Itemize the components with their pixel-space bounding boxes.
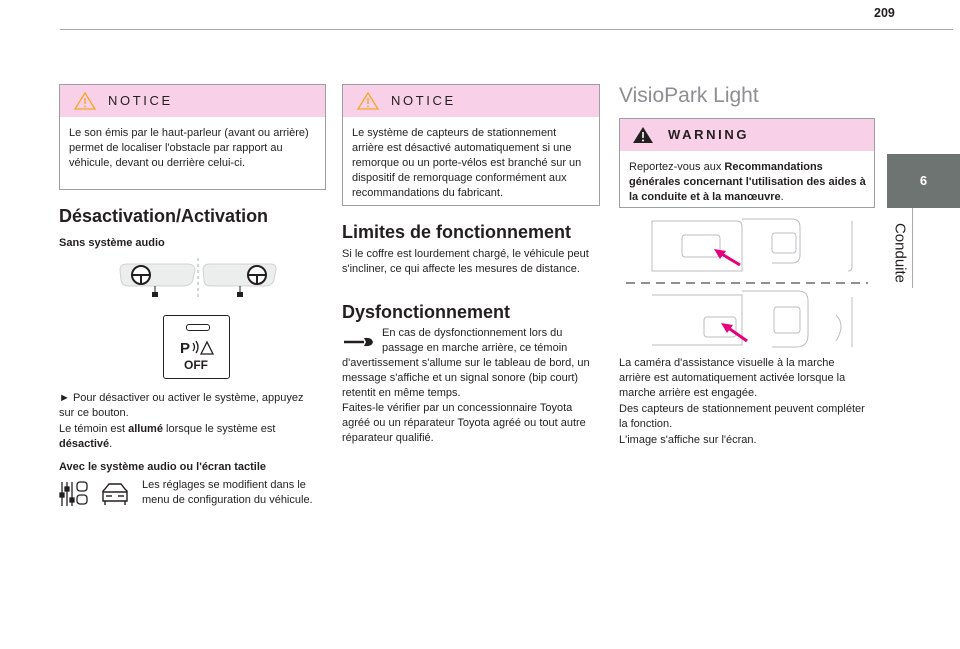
section-title-malfunction: Dysfonctionnement <box>342 302 511 322</box>
park-assist-off-button[interactable] <box>163 315 230 379</box>
chapter-tab[interactable]: 6 <box>887 154 960 208</box>
step-instruction <box>59 391 317 421</box>
svg-text:P: P <box>180 340 191 357</box>
rear-camera-illustration <box>622 215 872 353</box>
warning-triangle-icon <box>632 126 654 144</box>
page-number: 209 <box>874 6 895 20</box>
indicator-text: Le témoin est allumé lorsque le système est désactivé. <box>59 423 276 450</box>
notice-heading: NOTICE <box>108 93 173 108</box>
warning-header <box>620 119 874 151</box>
notice-box-2 <box>342 84 600 206</box>
warning-heading: WARNING <box>668 127 750 142</box>
section-title-limits: Limites de fonctionnement <box>342 222 572 242</box>
settings-sliders-icon <box>60 482 87 506</box>
subtitle-no-audio: Sans système audio <box>59 237 165 249</box>
off-label: OFF <box>184 358 208 372</box>
camera-text-1: La caméra d'assistance visuelle à la marche arrière est automatiquement activée lorsque la marche arrière est engagée. <box>619 357 846 399</box>
menu-text: Les réglages se modifient dans le menu de configuration du véhicule. <box>142 479 313 506</box>
malfunction-text: d'avertissement s'allume sur le tableau de bord, un message s'affiche et un signal sonore (bip court) retentit en même temps. <box>342 357 590 399</box>
chapter-name <box>888 208 912 298</box>
step-arrow-icon: ► <box>59 392 70 404</box>
car-icon <box>103 484 127 505</box>
dashboard-illustration <box>115 256 277 302</box>
limits-text: Si le coffre est lourdement chargé, le véhicule peut s'incliner, ce qui affecte les mesures de distance. <box>342 248 589 275</box>
settings-menu-icons <box>59 479 129 509</box>
warning-triangle-icon <box>74 92 96 110</box>
warning-triangle-icon <box>357 92 379 110</box>
camera-text-2: Des capteurs de stationnement peuvent compléter la fonction. <box>619 403 865 430</box>
malfunction-check-text: Faites-le vérifier par un concessionnaire Toyota agréé ou un réparateur Toyota agréé ou tout autre réparateur qualifié. <box>342 402 586 444</box>
camera-text-3: L'image s'affiche sur l'écran. <box>619 434 757 446</box>
subtitle-audio: Avec le système audio ou l'écran tactile <box>59 461 267 473</box>
chapter-name-label: Conduite <box>891 222 909 284</box>
warning-text: Reportez-vous aux Recommandations générales concernant l'utilisation des aides à la conduite et à la manœuvre. <box>629 161 866 203</box>
notice-text: Le son émis par le haut-parleur (avant ou arrière) permet de localiser l'obstacle par rapport au véhicule, devant ou derrière celui-ci. <box>69 127 309 169</box>
notice-header <box>343 85 599 117</box>
notice-heading: NOTICE <box>391 93 456 108</box>
notice-box-1 <box>59 84 326 190</box>
section-title-deactivation: Désactivation/Activation <box>59 206 269 226</box>
notice-text: Le système de capteurs de stationnement arrière est désactivé automatiquement si une remorque ou un porte-vélos est branché sur un dispositif de remorquage conformément aux recommandations du fabricant. <box>352 127 582 199</box>
chapter-divider <box>912 208 913 288</box>
notice-header <box>60 85 325 117</box>
section-title-visiopark: VisioPark Light <box>619 84 759 107</box>
parking-sensor-icon <box>179 338 215 358</box>
wrench-icon <box>342 334 376 348</box>
malfunction-indent-text: En cas de dysfonctionnement lors du passage en marche arrière, ce témoin <box>382 327 568 354</box>
step-text: Pour désactiver ou activer le système, appuyez sur ce bouton. <box>59 392 304 419</box>
led-indicator <box>186 324 210 331</box>
warning-box <box>619 118 875 208</box>
header-rule <box>60 29 953 30</box>
steering-dashboard-left-icon <box>120 264 195 297</box>
steering-dashboard-right-icon <box>203 264 276 297</box>
